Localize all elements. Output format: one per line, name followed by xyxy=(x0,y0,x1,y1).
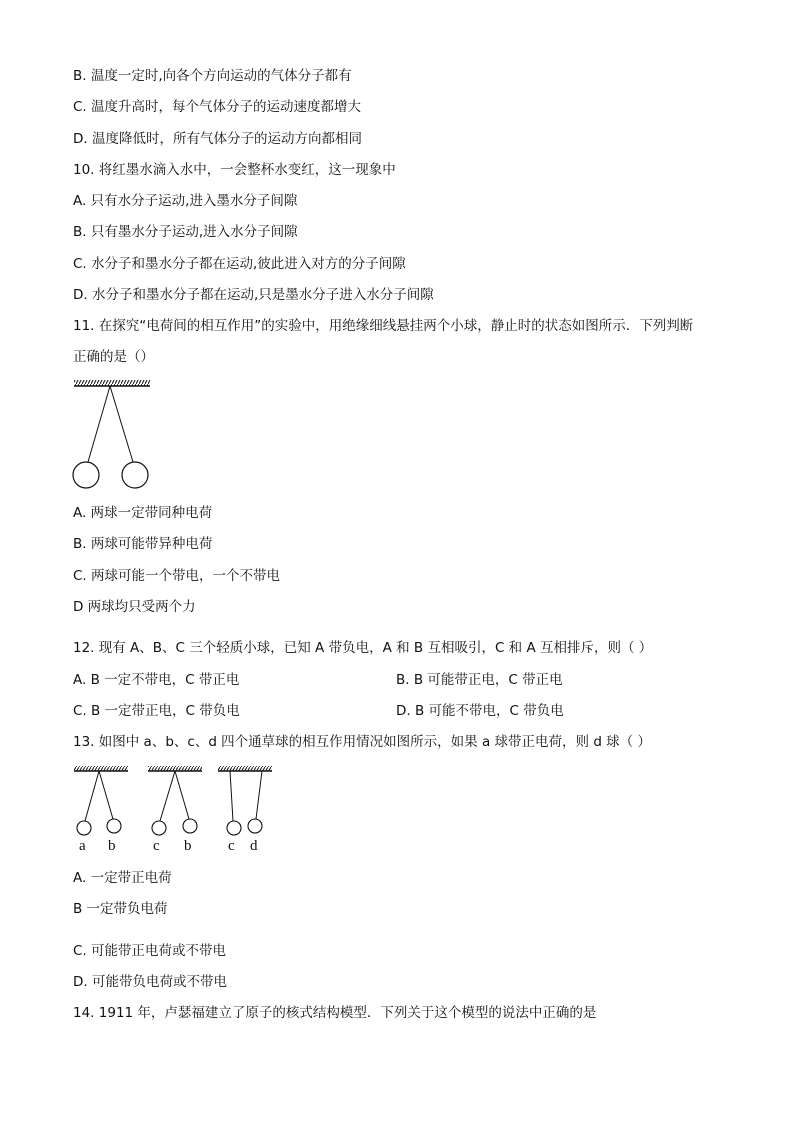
q13-option-c: C. 可能带正电荷或不带电 xyxy=(73,943,227,959)
q10-option-b: B. 只有墨水分子运动,进入水分子间隙 xyxy=(73,224,298,240)
q11-stem-line1: 11. 在探究“电荷间的相互作用”的实验中，用绝缘细线悬挂两个小球，静止时的状态如图所示．下列判断 xyxy=(73,318,694,334)
q13-option-b: B 一定带负电荷 xyxy=(73,901,168,917)
thread-right xyxy=(110,386,133,462)
ball-c-first xyxy=(152,821,166,835)
label-b-second: b xyxy=(184,838,192,854)
q11-option-c: C. 两球可能一个带电，一个不带电 xyxy=(73,568,281,584)
label-a: a xyxy=(79,838,86,854)
ball-left xyxy=(73,462,99,488)
q9-option-b: B. 温度一定时,向各个方向运动的气体分子都有 xyxy=(73,68,352,84)
label-b-first: b xyxy=(108,838,116,854)
q13-option-a: A. 一定带正电荷 xyxy=(73,870,172,886)
q13-stem: 13. 如图中 a、b、c、d 四个通草球的相互作用情况如图所示，如果 a 球带正电荷，则 d 球（ ） xyxy=(73,734,651,750)
q9-option-c: C. 温度升高时，每个气体分子的运动速度都增大 xyxy=(73,99,362,115)
q12-option-a: A. B 一定不带电，C 带正电 xyxy=(73,672,240,688)
q12-stem: 12. 现有 A、B、C 三个轻质小球，已知 A 带负电，A 和 B 互相吸引，C 和 A 互相排斥，则（ ） xyxy=(73,640,653,656)
q10-option-a: A. 只有水分子运动,进入墨水分子间隙 xyxy=(73,193,298,209)
q9-option-d: D. 温度降低时，所有气体分子的运动方向都相同 xyxy=(73,131,362,147)
q11-option-a: A. 两球一定带同种电荷 xyxy=(73,505,213,521)
label-c-second: c xyxy=(228,838,235,854)
q12-option-b: B. B 可能带正电，C 带正电 xyxy=(396,672,563,688)
thread-left xyxy=(88,386,110,462)
q11-option-d: D 两球均只受两个力 xyxy=(73,599,196,615)
ball-a xyxy=(77,821,91,835)
ball-c-second xyxy=(227,821,241,835)
q11-option-b: B. 两球可能带异种电荷 xyxy=(73,536,213,552)
label-d: d xyxy=(250,838,258,854)
q10-option-c: C. 水分子和墨水分子都在运动,彼此进入对方的分子间隙 xyxy=(73,256,406,272)
label-c-first: c xyxy=(153,838,160,854)
q10-stem: 10. 将红墨水滴入水中，一会整杯水变红，这一现象中 xyxy=(73,162,396,178)
q12-option-c: C. B 一定带正电，C 带负电 xyxy=(73,703,240,719)
ball-b-first xyxy=(107,819,121,833)
ceiling-hatch xyxy=(74,380,150,386)
q11-pendulum-figure xyxy=(70,378,160,493)
q11-stem-line2: 正确的是（） xyxy=(73,349,154,365)
q14-stem: 14. 1911 年，卢瑟福建立了原子的核式结构模型．下列关于这个模型的说法中正确的是 xyxy=(73,1005,597,1021)
q10-option-d: D. 水分子和墨水分子都在运动,只是墨水分子进入水分子间隙 xyxy=(73,287,434,303)
q13-option-d: D. 可能带负电荷或不带电 xyxy=(73,974,227,990)
ball-right xyxy=(122,462,148,488)
q13-pendulum-figure xyxy=(70,762,280,857)
ball-d xyxy=(248,819,262,833)
q12-option-d: D. B 可能不带电，C 带负电 xyxy=(396,703,564,719)
ball-b-second xyxy=(183,819,197,833)
